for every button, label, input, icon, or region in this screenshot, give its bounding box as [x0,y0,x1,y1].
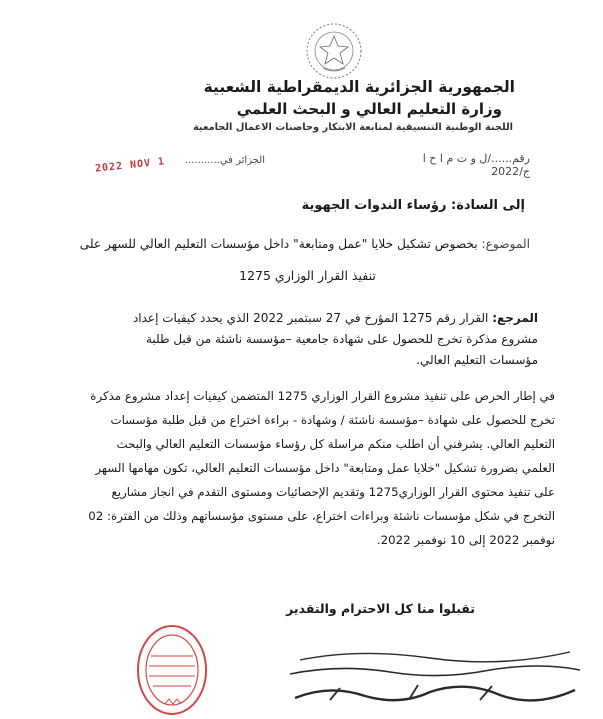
subject-line [60,237,530,251]
subject-text: بخصوص تشكيل خلايا "عمل ومتابعة" داخل مؤسسات التعليم العالي للسهر على [79,237,478,251]
addressee: إلى السادة: رؤساء الندوات الجهوية [301,198,525,213]
body-line: على تنفيذ محتوى القرار الوزاري1275 وتقديم الإحصائيات ومستوى التقدم في انجاز مشاريع [111,485,555,499]
subject-label: الموضوع: [481,237,530,251]
body-line: في إطار الحرص على تنفيذ مشروع القرار الوزاري 1275 المتضمن كيفيات إعداد مشروع مذكرة [90,389,555,403]
official-seal-icon [135,622,210,719]
body-line: التعليم العالي. يشرفني أن اطلب منكم مراسلة كل رؤساء مؤسسات التعليم العالي والبحث [116,437,555,451]
body-line: التخرج في شكل مؤسسات ناشئة وبراءات اختراع، على مستوى مؤسساتهم وذلك من الفترة: 02 [88,509,555,523]
letter-body [85,384,555,552]
signature-icon [270,640,595,719]
header-republic: الجمهورية الجزائرية الديمقراطية الشعبية [203,78,515,96]
closing-line: تقبلوا منا كل الاحترام والتقدير [286,601,475,616]
subject-line-2: تنفيذ القرار الوزاري 1275 [239,268,376,283]
reference-text: القرار رقم 1275 المؤرخ في 27 سبتمبر 2022 الذي يحدد كيفيات إعداد مشروع مذكرة تخرج للحصول على شهادة جامعية –مؤسسة ناشئة من قبل طلبة مؤسسات التعليم العالي. [132,311,538,367]
reference-label: المرجع: [492,311,538,325]
body-line: نوفمبر 2022 إلى 10 نوفمبر 2022. [376,533,555,547]
reference-number: رقم....../ل و ت م ا ح ا ج/2022 [422,152,530,178]
republic-emblem-icon [303,20,365,82]
body-line: العلمي بضرورة تشكيل "خلايا عمل ومتابعة" داخل مؤسسات التعليم العالي، تكون مهامها السهر [95,461,555,475]
place-date: الجزائر في........... [184,155,265,166]
header-ministry: وزارة التعليم العالي و البحث العلمي [236,100,502,118]
header-committee: اللجنة الوطنية التنسيقية لمتابعة الابتكار وحاضنات الاعمال الجامعية [193,122,513,133]
body-line: تخرج للحصول على شهادة –مؤسسة ناشئة / وشهادة - براءة اختراع من قبل طلبة مؤسسات [110,413,555,427]
reference-block [108,308,538,371]
date-stamp: 2022 NOV 1 [94,156,166,175]
